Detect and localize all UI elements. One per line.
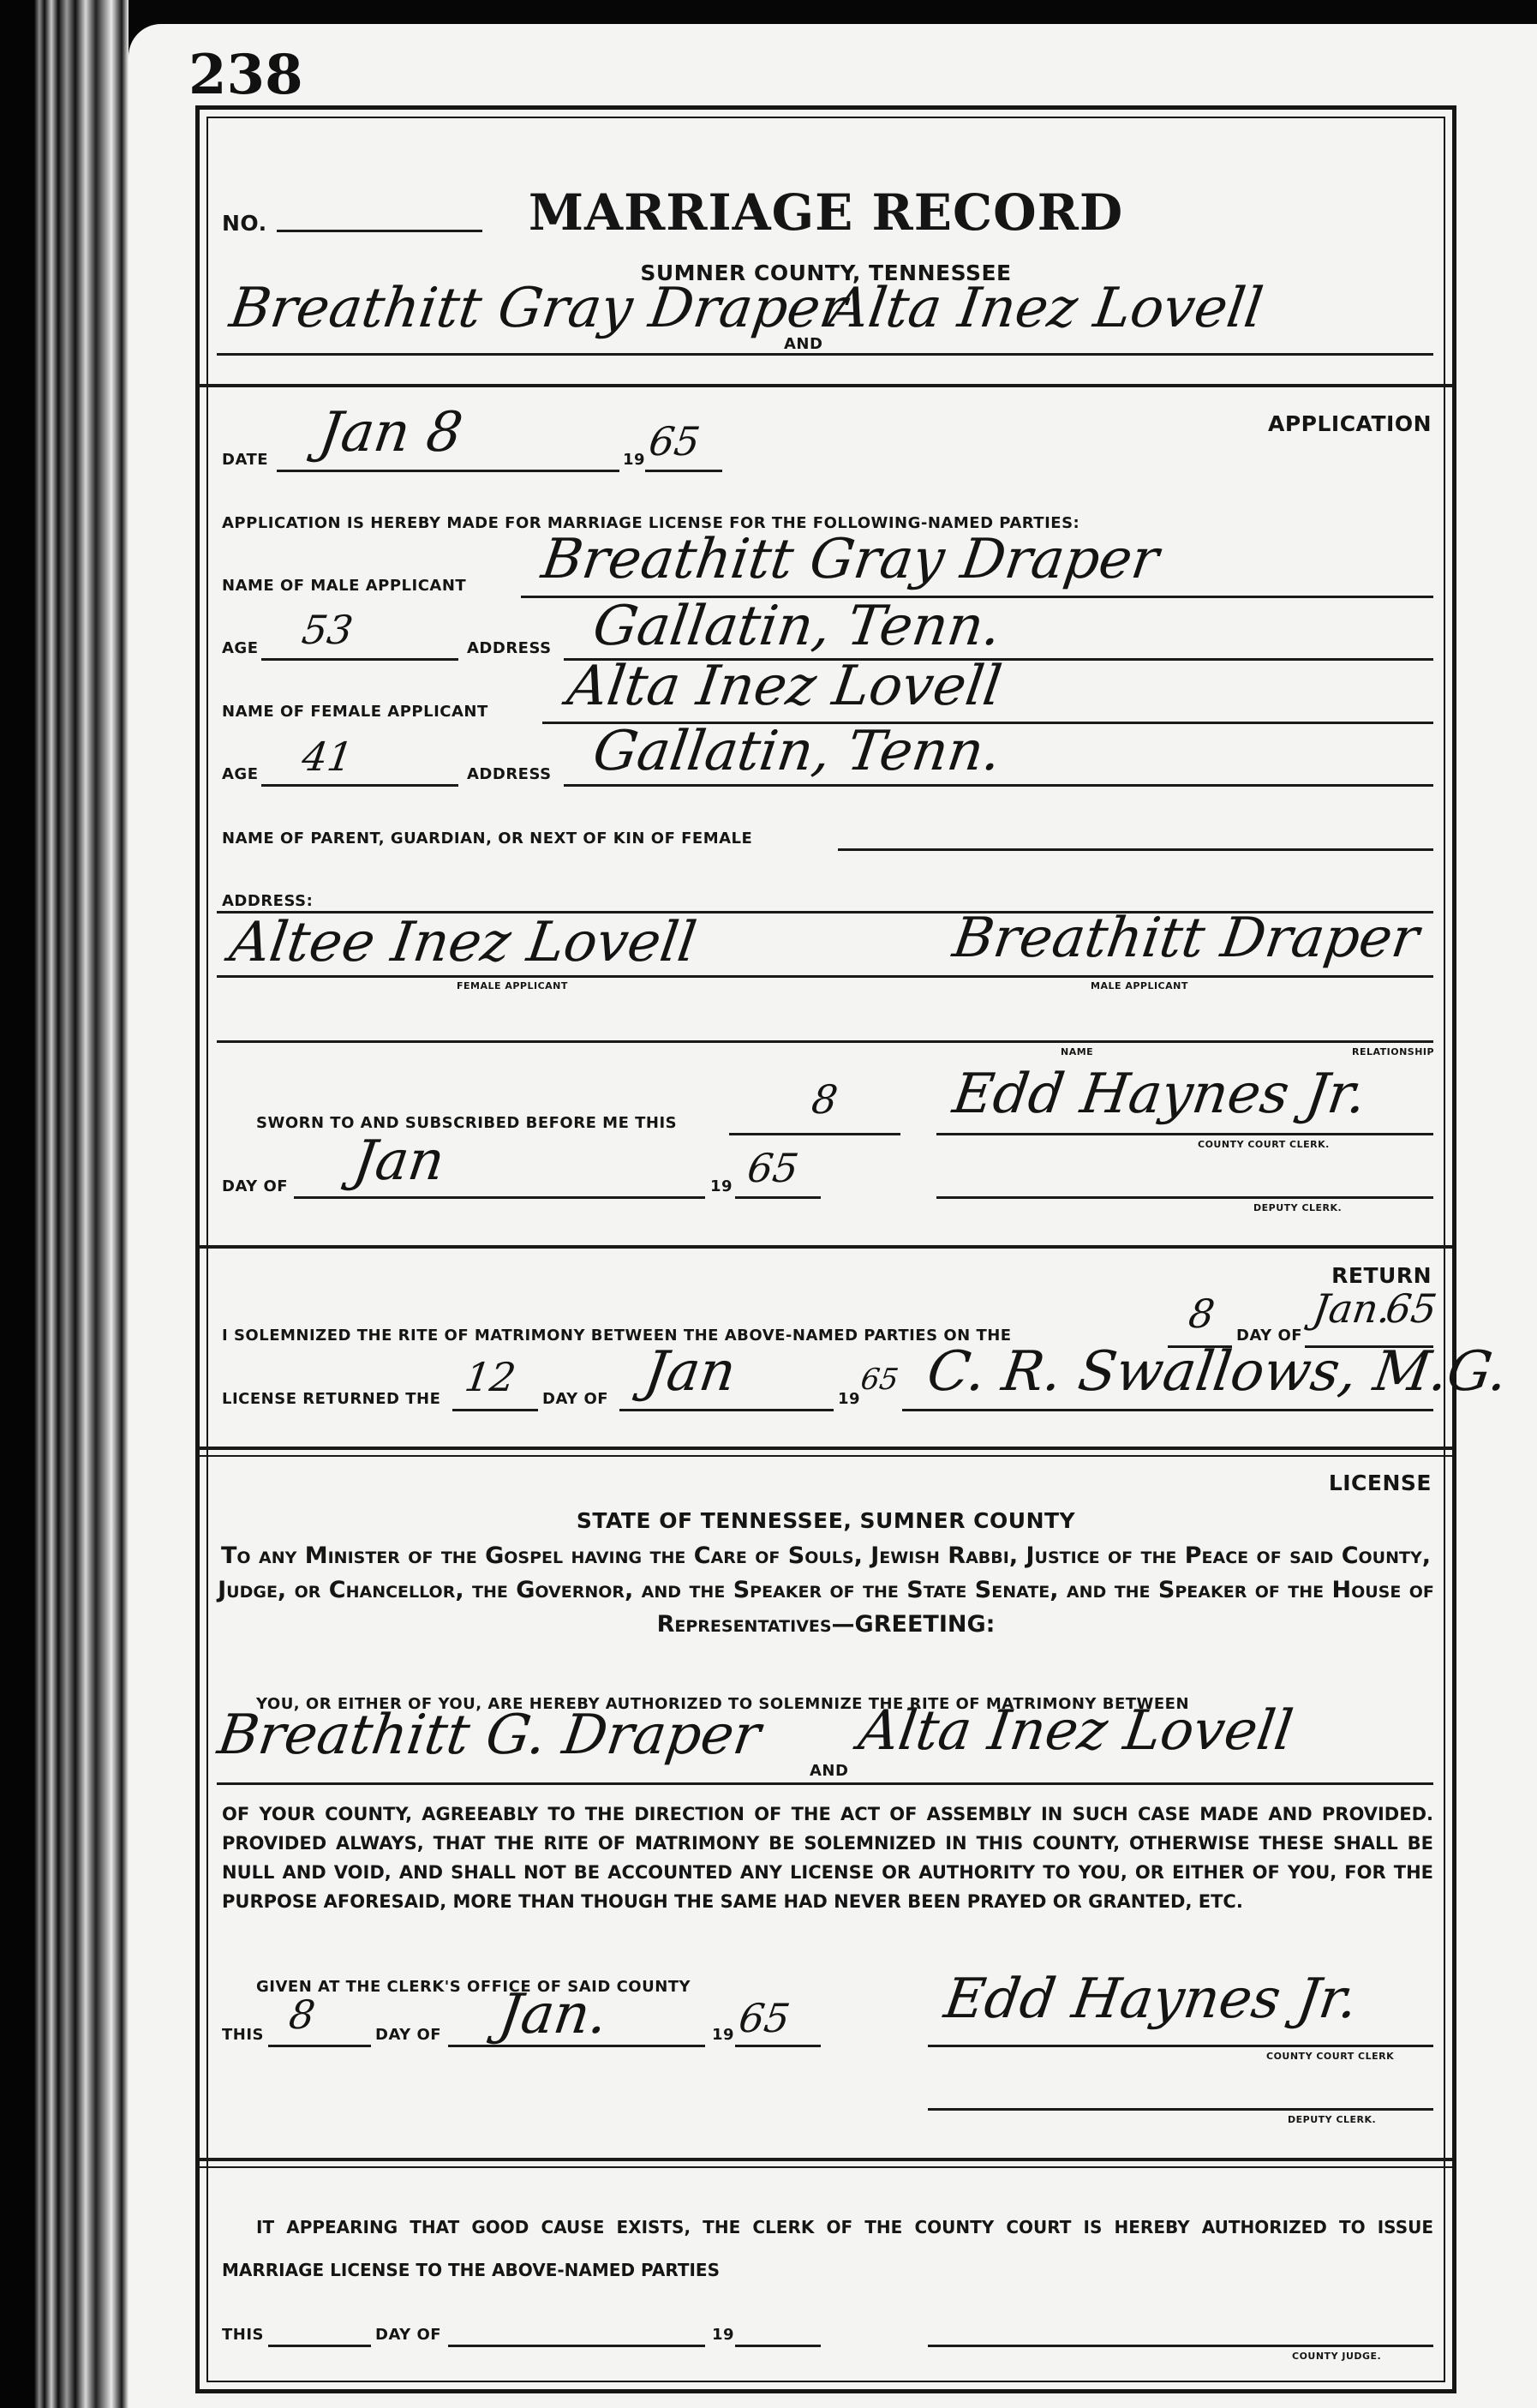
male-age-label: AGE <box>222 639 259 657</box>
parent-guardian-label: NAME OF PARENT, GUARDIAN, OR NEXT OF KIN OF FEMALE <box>222 830 753 848</box>
judge-this-label: THIS <box>222 2326 265 2344</box>
clerk-line <box>936 1133 1433 1135</box>
county-line: SUMNER COUNTY, TENNESSEE <box>640 261 1012 285</box>
male-address-label: ADDRESS <box>467 639 552 657</box>
return-rule <box>200 1245 1452 1249</box>
license-heading: LICENSE <box>1328 1471 1432 1495</box>
given-year: 65 <box>736 1995 793 2041</box>
form-frame <box>195 105 1512 2393</box>
judge-day-of-label: DAY OF <box>375 2326 442 2344</box>
sworn-day-line <box>729 1133 900 1135</box>
state-line: STATE OF TENNESSEE, SUMNER COUNTY <box>576 1508 1076 1533</box>
license-rule-2 <box>200 1455 1452 1457</box>
bride-name-header: Alta Inez Lovell <box>824 277 1267 340</box>
parent-address-label: ADDRESS: <box>222 892 314 910</box>
date-year-prefix: 19 <box>623 451 646 469</box>
direction-paragraph: OF YOUR COUNTY, AGREEABLY TO THE DIRECTION OF THE ACT OF ASSEMBLY IN SUCH CASE MADE AND PROVIDED. PROVIDED ALWAYS, THAT THE RITE OF MATRIMONY BE SOLEMNIZED IN THIS COUNTY, OTHERWISE THESE SHALL BE NULL AND VOID, AND SHALL NOT BE ACCOUNTED ANY LICENSE OR AUTHORITY TO YOU, OR EITHER OF YOU, FOR THE PURPOSE AFORESAID, MORE THAN THOUGH THE SAME HAD NEVER BEEN PRAYED OR GRANTED, ETC. <box>222 1804 1433 1912</box>
female-age: 41 <box>299 734 356 780</box>
female-applicant-name: Alta Inez Lovell <box>563 655 1006 718</box>
and-label: AND <box>784 335 823 353</box>
return-day: 12 <box>462 1354 519 1400</box>
sworn-year-prefix: 19 <box>710 1177 733 1195</box>
judge-rule-2 <box>200 2166 1452 2168</box>
given-day-of-label: DAY OF <box>375 2026 442 2044</box>
sworn-year-line <box>735 1196 821 1199</box>
signatures-line <box>217 975 1433 978</box>
deputy-line <box>936 1196 1433 1199</box>
solemn-month: Jan. <box>1310 1285 1394 1332</box>
given-day-line <box>268 2045 371 2047</box>
address-to-paragraph: To any Minister of the Gospel having the Care of Souls, Jewish Rabbi, Justice of the Peace of said County, Judge, or Chancellor, the Governor, and the Speaker of the State Senate, and the Speaker of the House of Representatives—GREETING: <box>218 1542 1434 1638</box>
sworn-label: SWORN TO AND SUBSCRIBED BEFORE ME THIS <box>256 1114 678 1132</box>
given-day: 8 <box>286 1992 319 2038</box>
solemnized-label: I SOLEMNIZED THE RITE OF MATRIMONY BETWEEN THE ABOVE-NAMED PARTIES ON THE <box>222 1327 1012 1345</box>
judge-day-line <box>268 2345 371 2347</box>
deputy-clerk-caption-2: DEPUTY CLERK. <box>1288 2114 1377 2125</box>
deputy-line-2 <box>928 2108 1433 2111</box>
male-applicant-name: Breathitt Gray Draper <box>537 528 1163 591</box>
return-day-line <box>452 1409 538 1411</box>
return-day-of-label: DAY OF <box>542 1390 609 1408</box>
groom-name-header: Breathitt Gray Draper <box>225 277 851 340</box>
license-names-line <box>217 1782 1433 1785</box>
license-groom-name: Breathitt G. Draper <box>213 1704 765 1767</box>
deputy-clerk-caption: DEPUTY CLERK. <box>1253 1202 1343 1213</box>
record-page <box>129 24 1537 2408</box>
date-line <box>277 470 619 472</box>
application-intro: APPLICATION IS HEREBY MADE FOR MARRIAGE LICENSE FOR THE FOLLOWING-NAMED PARTIES: <box>222 514 1080 532</box>
page-number: 238 <box>188 43 303 107</box>
given-year-line <box>735 2045 821 2047</box>
name-caption: NAME <box>1061 1046 1094 1057</box>
female-age-line <box>261 784 458 787</box>
clerk-signature-2: Edd Haynes Jr. <box>940 1968 1362 2031</box>
female-address-label: ADDRESS <box>467 765 552 783</box>
judge-month-line <box>448 2345 705 2347</box>
form-title: MARRIAGE RECORD <box>528 183 1124 242</box>
license-bride-name: Alta Inez Lovell <box>854 1699 1297 1763</box>
female-address-line <box>564 784 1433 787</box>
judge-rule-1 <box>200 2158 1452 2161</box>
return-month: Jan <box>640 1340 740 1404</box>
county-court-clerk-caption-2: COUNTY COURT CLERK <box>1266 2051 1395 2062</box>
female-applicant-label: NAME OF FEMALE APPLICANT <box>222 703 488 721</box>
no-label: NO. <box>222 211 267 236</box>
parent-line <box>838 848 1433 851</box>
return-year-prefix: 19 <box>838 1390 861 1408</box>
male-applicant-signature: Breathitt Draper <box>948 907 1423 970</box>
relationship-caption: RELATIONSHIP <box>1352 1046 1435 1057</box>
male-age-line <box>261 658 458 661</box>
application-year: 65 <box>646 418 703 464</box>
county-court-clerk-caption: COUNTY COURT CLERK. <box>1198 1139 1330 1150</box>
county-judge-caption: COUNTY JUDGE. <box>1292 2351 1382 2362</box>
solemn-day-of-label: DAY OF <box>1236 1327 1303 1345</box>
this-label: THIS <box>222 2026 265 2044</box>
given-year-prefix: 19 <box>712 2026 735 2044</box>
return-heading: RETURN <box>1331 1263 1432 1288</box>
sworn-year: 65 <box>745 1145 802 1191</box>
given-label: GIVEN AT THE CLERK'S OFFICE OF SAID COUNTY <box>256 1978 691 1996</box>
sworn-month-line <box>294 1196 705 1199</box>
license-returned-label: LICENSE RETURNED THE <box>222 1390 441 1408</box>
sworn-month: Jan <box>349 1129 449 1193</box>
application-heading: APPLICATION <box>1267 411 1432 436</box>
license-rule-1 <box>200 1447 1452 1450</box>
male-address: Gallatin, Tenn. <box>589 595 1006 658</box>
female-applicant-signature: Altee Inez Lovell <box>225 911 701 974</box>
solemn-day: 8 <box>1186 1291 1218 1337</box>
solemn-year: 65 <box>1383 1285 1440 1332</box>
given-month-line <box>448 2045 705 2047</box>
date-label: DATE <box>222 451 269 469</box>
minister-line <box>902 1409 1433 1411</box>
day-of-label: DAY OF <box>222 1177 289 1195</box>
male-applicant-caption: MALE APPLICANT <box>1091 980 1188 991</box>
sworn-day: 8 <box>809 1076 841 1123</box>
authorized-label: YOU, OR EITHER OF YOU, ARE HEREBY AUTHORIZED TO SOLEMNIZE THE RITE OF MATRIMONY BETWEEN <box>256 1695 1190 1713</box>
names-line <box>217 353 1433 356</box>
license-and-label: AND <box>810 1762 849 1780</box>
minister-signature: C. R. Swallows, M.G. <box>923 1340 1512 1404</box>
male-age: 53 <box>299 607 356 653</box>
female-address: Gallatin, Tenn. <box>589 720 1006 783</box>
given-month: Jan. <box>494 1983 612 2046</box>
header-rule <box>200 384 1452 387</box>
witness-line <box>217 1040 1433 1043</box>
judge-signature-line <box>928 2345 1433 2347</box>
judge-year-prefix: 19 <box>712 2326 735 2344</box>
judge-year-line <box>735 2345 821 2347</box>
female-applicant-caption: FEMALE APPLICANT <box>457 980 568 991</box>
return-year: 65 <box>858 1363 901 1397</box>
male-applicant-label: NAME OF MALE APPLICANT <box>222 577 467 595</box>
female-age-label: AGE <box>222 765 259 783</box>
year-line <box>645 470 722 472</box>
clerk-line-2 <box>928 2045 1433 2047</box>
application-date: Jan 8 <box>314 401 467 464</box>
ledger-binding-edge <box>0 0 129 2408</box>
good-cause-paragraph: IT APPEARING THAT GOOD CAUSE EXISTS, THE CLERK OF THE COUNTY COURT IS HEREBY AUTHORIZED TO ISSUE MARRIAGE LICENSE TO THE ABOVE-NAMED PARTIES <box>222 2217 1433 2280</box>
return-month-line <box>619 1409 834 1411</box>
clerk-signature: Edd Haynes Jr. <box>948 1063 1371 1126</box>
